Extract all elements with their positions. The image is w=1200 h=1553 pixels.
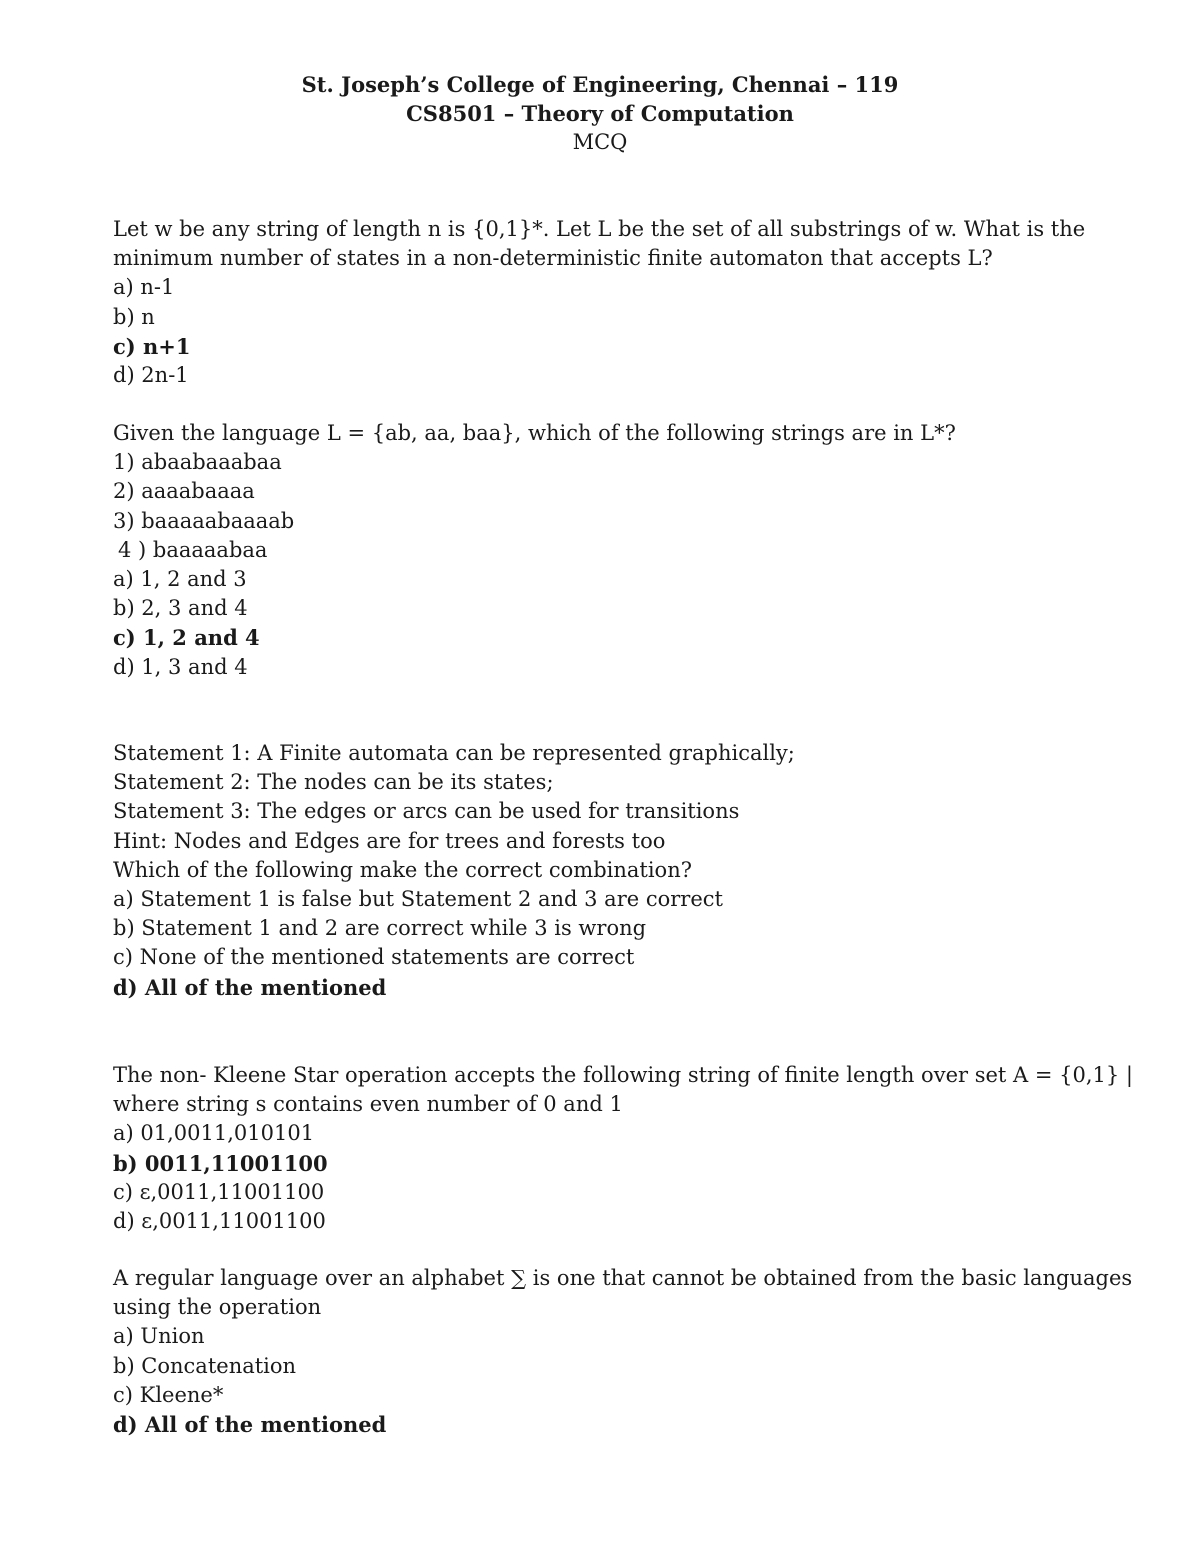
option-d-correct-answer: d) All of the mentioned bbox=[113, 974, 387, 1000]
option-a: a) n-1 bbox=[113, 275, 175, 300]
college-name: St. Joseph’s College of Engineering, Chennai – 119 bbox=[301, 72, 899, 97]
option-c: c) Kleene* bbox=[113, 1382, 224, 1407]
question-stem-line: Given the language L = {ab, aa, baa}, which of the following strings are in L*? bbox=[113, 421, 956, 445]
option-a: a) 01,0011,010101 bbox=[113, 1121, 315, 1146]
option-b: b) Concatenation bbox=[113, 1353, 297, 1378]
question-stem-line: minimum number of states in a non-deterministic finite automaton that accepts L? bbox=[113, 246, 993, 271]
option-a: a) 1, 2 and 3 bbox=[113, 567, 247, 592]
question-stem-line: Statement 2: The nodes can be its states; bbox=[113, 770, 554, 795]
option-b: b) Statement 1 and 2 are correct while 3 is wrong bbox=[113, 916, 647, 941]
option-d: d) 1, 3 and 4 bbox=[113, 654, 248, 679]
document-header bbox=[0, 70, 1200, 157]
option-b-correct-answer: b) 0011,11001100 bbox=[113, 1150, 328, 1176]
question-4 bbox=[113, 1061, 1134, 1236]
question-stem-line: Statement 3: The edges or arcs can be used for transitions bbox=[113, 799, 740, 824]
question-stem-line: using the operation bbox=[113, 1295, 322, 1320]
option-c: c) ε,0011,11001100 bbox=[113, 1179, 325, 1204]
question-1 bbox=[113, 215, 1113, 390]
option-d: d) ε,0011,11001100 bbox=[113, 1209, 326, 1234]
option-d: d) 2n-1 bbox=[113, 363, 189, 388]
question-stem-line: 1) abaabaaabaa bbox=[113, 450, 282, 475]
question-stem-line: Statement 1: A Finite automata can be represented graphically; bbox=[113, 741, 795, 765]
question-stem-line: Hint: Nodes and Edges are for trees and forests too bbox=[113, 828, 666, 853]
option-c-correct-answer: c) n+1 bbox=[113, 333, 191, 359]
option-a: a) Union bbox=[113, 1324, 205, 1349]
course-title: CS8501 – Theory of Computation bbox=[406, 101, 794, 126]
question-stem-line: The non- Kleene Star operation accepts the following string of finite length over set A = {0,1} | bbox=[113, 1063, 1134, 1087]
question-stem-line: 3) baaaaabaaaab bbox=[113, 508, 295, 533]
document-type: MCQ bbox=[572, 130, 628, 154]
question-3 bbox=[113, 739, 1113, 1002]
option-c: c) None of the mentioned statements are correct bbox=[113, 945, 635, 970]
question-stem-line: 4 ) baaaaabaa bbox=[118, 537, 268, 562]
option-d-correct-answer: d) All of the mentioned bbox=[113, 1412, 387, 1438]
question-5 bbox=[113, 1264, 1133, 1439]
option-c-correct-answer: c) 1, 2 and 4 bbox=[113, 625, 260, 651]
option-b: b) 2, 3 and 4 bbox=[113, 596, 248, 621]
question-stem-line: 2) aaaabaaaa bbox=[113, 479, 255, 504]
question-2 bbox=[113, 419, 1113, 682]
option-a: a) Statement 1 is false but Statement 2 and 3 are correct bbox=[113, 887, 723, 912]
question-stem-line: where string s contains even number of 0 and 1 bbox=[113, 1092, 623, 1117]
question-stem-line: Which of the following make the correct combination? bbox=[113, 857, 692, 882]
question-stem-line: A regular language over an alphabet ∑ is one that cannot be obtained from the basic languages bbox=[113, 1266, 1133, 1290]
option-b: b) n bbox=[113, 304, 155, 329]
question-stem-line: Let w be any string of length n is {0,1}*. Let L be the set of all substrings of w. What is the bbox=[113, 217, 1086, 241]
